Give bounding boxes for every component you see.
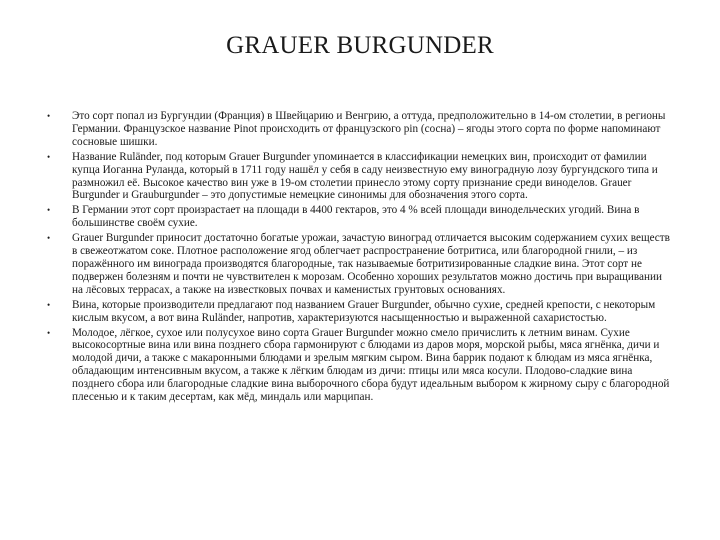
bullet-icon: • (47, 233, 51, 244)
bullet-list (0, 110, 720, 406)
bullet-text: Название Ruländer, под которым Grauer Burgunder упоминается в классификации немецких вин, происходит от фамилии купца Иоганна Руланда, который в 1711 году нашёл у себя в саду неизвестную ему виноградную лозу бургундского типа и размножил её. Высокое качество вин уже в 19-ом столетии принесло этому сорту признание среди виноделов. Grauer Burgunder и Grauburgunder – это допустимые немецкие синонимы для обозначения этого сорта. (72, 150, 658, 202)
bullet-item-wine-styles (0, 299, 720, 325)
bullet-icon: • (47, 111, 51, 121)
bullet-item-rulander-name (0, 151, 720, 203)
bullet-text: Молодое, лёгкое, сухое или полусухое вино сорта Grauer Burgunder можно смело причислить к летним винам. Сухие высокосортные вина или вина позднего сбора гармонируют с блюдами из даров моря, морской рыбы, мяса ягнёнка, дичи и молодой дичи, а также с макаронными блюдами и зрелым мягким сыром. Вина баррик подают к блюдам из мяса ягнёнка, обладающим интенсивным вкусом, а также к лёгким блюдам из дичи: птицы или мяса косули. Плодово-сладкие вина позднего сбора или благородные сладкие вина выборочного сбора будут идеальным выбором к жирному сыру с благородной плесенью и к таким десертам, как мёд, миндаль или марципан. (72, 326, 670, 404)
bullet-item-germany-area (0, 204, 720, 230)
bullet-item-yield (0, 232, 720, 297)
bullet-icon: • (47, 327, 51, 338)
bullet-text: Grauer Burgunder приносит достаточно богатые урожаи, зачастую виноград отличается высоким содержанием сухих веществ в свежеотжатом соке. Плотное расположение ягод облегчает распространение ботритиса, или благородной гнили, – из поражённого им винограда производятся благородные, так называемые ботритизированные сладкие вина. Этот сорт не подвержен болезням и почти не чувствителен к морозам. Особенно хороших результатов можно достичь при выращивании на лёсовых террасах, а также на известковых почвах и каменистых грунтовых основаниях. (72, 232, 670, 296)
slide-title: GRAUER BURGUNDER (226, 32, 494, 59)
bullet-icon: • (47, 151, 51, 162)
bullet-text: Вина, которые производители предлагают под названием Grauer Burgunder, обычно сухие, средней крепости, с некоторым кислым вкусом, а вот вина Ruländer, напротив, характеризуются насыщенностью и выраженной сахаристостью. (72, 298, 656, 324)
bullet-item-origin (0, 110, 720, 149)
bullet-icon: • (47, 205, 51, 216)
bullet-icon: • (47, 299, 51, 310)
bullet-text: В Германии этот сорт произрастает на площади в 4400 гектаров, это 4 % всей площади винодельческих угодий. Вина в большинстве своём сухие. (72, 204, 640, 230)
bullet-item-food-pairing (0, 327, 720, 404)
bullet-text: Это сорт попал из Бургундии (Франция) в Швейцарию и Венгрию, а оттуда, предположительно в 14-ом столетии, в регионы Германии. Французское название Pinot происходить от французского pin (сосна) – ягоды этого сорта по форме напоминают сосновые шишки. (72, 110, 666, 148)
